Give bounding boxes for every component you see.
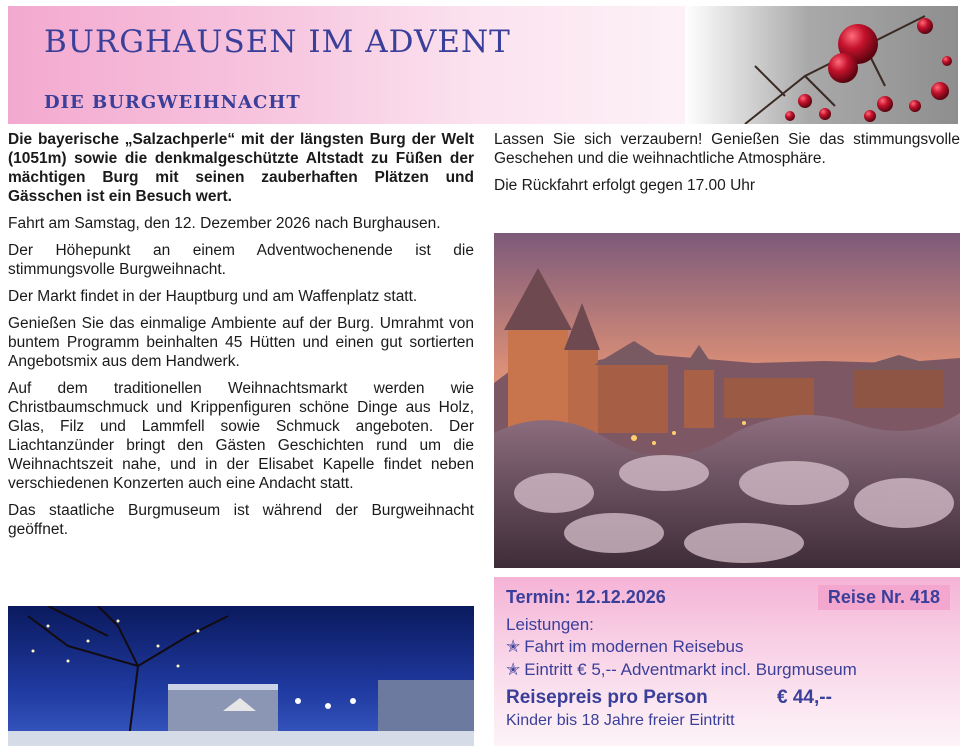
page-subtitle: DIE BURGWEIHNACHT: [44, 92, 301, 113]
star-icon: ✭: [506, 637, 521, 656]
paragraph-date: Fahrt am Samstag, den 12. Dezember 2026 nach Burghausen.: [8, 215, 441, 232]
leistung-item: [506, 660, 857, 680]
leistung-item: [506, 637, 743, 657]
star-icon: ✭: [506, 660, 521, 679]
left-column: [8, 130, 474, 547]
leistung-text: Fahrt im modernen Reisebus: [524, 637, 744, 656]
leistung-text: Eintritt € 5,-- Adventmarkt incl. Burgmuseum: [524, 660, 857, 679]
paragraph-museum: Das staatliche Burgmuseum ist während der Burgweihnacht geöffnet.: [8, 502, 474, 538]
paragraph-ambiente: Genießen Sie das einmalige Ambiente auf der Burg. Umrahmt von buntem Programm beinhalten 45 Hütten und einen gut sortierten Angebotsmix aus dem Handwerk.: [8, 315, 474, 370]
paragraph-verzaubern: Lassen Sie sich verzaubern! Genießen Sie das stimmungsvolle Geschehen und die weihnachtliche Atmosphäre.: [494, 131, 960, 167]
info-box: [494, 577, 960, 746]
castle-winter-photo: [494, 233, 960, 568]
market-night-photo: [8, 606, 474, 746]
paragraph-market-location: Der Markt findet in der Hauptburg und am Waffenplatz statt.: [8, 288, 418, 305]
termin-label: Termin: 12.12.2026: [506, 587, 666, 607]
paragraph-highlight: Der Höhepunkt an einem Adventwochenende ist die stimmungsvolle Burgweihnacht.: [8, 242, 474, 278]
reise-nr-badge: Reise Nr. 418: [818, 585, 950, 610]
leistungen-heading: Leistungen:: [506, 615, 594, 634]
paragraph-rueckfahrt: Die Rückfahrt erfolgt gegen 17.00 Uhr: [494, 177, 756, 194]
intro-paragraph: Die bayerische „Salzachperle“ mit der längsten Burg der Welt (1051m) sowie die denkmalgeschützte Altstadt zu Füßen der mächtigen Burg mit seinen zauberhaften Plätzen und Gässchen ist ein Besuch wert.: [8, 131, 474, 205]
price-label: Reisepreis pro Person: [506, 687, 708, 708]
price-value: € 44,--: [777, 687, 832, 708]
paragraph-weihnachtsmarkt: Auf dem traditionellen Weihnachtsmarkt werden wie Christbaumschmuck und Krippenfiguren schöne Dinge aus Holz, Glas, Filz und Lammfell sowie Schmuck angeboten. Der Liachtanzünder bringt den Gästen Geschichten rund um die Weihnachtszeit nahe, und in der Elisabet Kapelle findet neben verschiedenen Konzerten auch eine Andacht statt.: [8, 380, 474, 492]
christmas-baubles-photo: [685, 6, 958, 124]
children-note: Kinder bis 18 Jahre freier Eintritt: [506, 712, 735, 729]
page-title: BURGHAUSEN IM ADVENT: [44, 24, 511, 60]
right-column: [494, 130, 960, 203]
header-band: [8, 6, 685, 124]
